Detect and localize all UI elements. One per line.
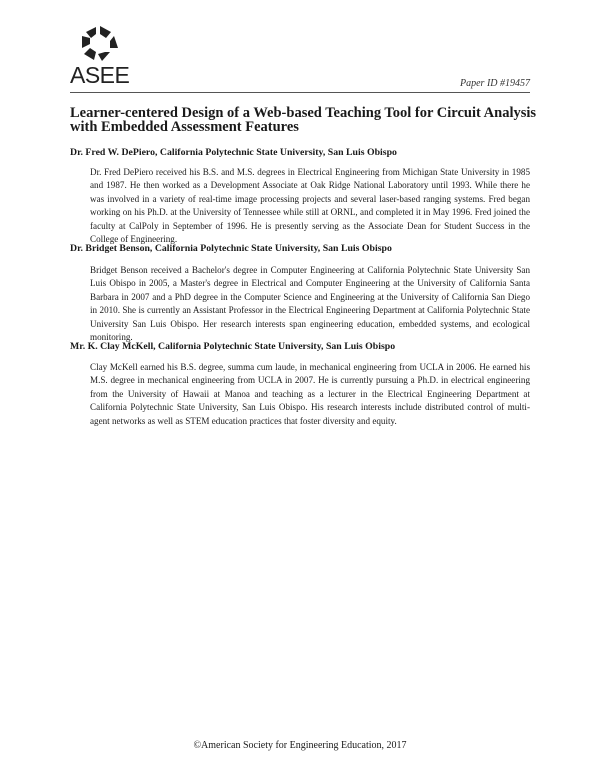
paper-title: Learner-centered Design of a Web-based Teaching Tool for Circuit Analysis with Embedded Assessment Features [70,105,537,135]
asee-emblem-icon [80,26,120,62]
logo-text: ASEE [70,62,130,88]
author-bio: Dr. Fred DePiero received his B.S. and M.S. degrees in Electrical Engineering from Michigan State University in 1985 and 1987. He then worked as a Development Associate at Oak Ridge National Laboratory until 1993. While there he was involved in a variety of real-time image processing projects and several laser-based ranging systems. Fred began working on his Ph.D. at the University of Tennessee while still at ORNL, and completed it in May 1996. Fred joined the faculty at CalPoly in September of 1996. He is presently serving as the Associate Dean for Student Success in the College of Engineering. [90,167,530,245]
copyright-footer: ©American Society for Engineering Education, 2017 [193,740,407,751]
author-bio: Clay McKell earned his B.S. degree, summa cum laude, in mechanical engineering from UCLA in 2006. He earned his M.S. degree in mechanical engineering from UCLA in 2007. He is currently pursuing a Ph.D. in electrical engineering from the University of Hawaii at Manoa and teaching as a lecturer in the Electrical Engineering Department at California Polytechnic State University, San Luis Obispo. His research interests include distributed control of multi-agent networks as well as STEM education practices that foster diversity and equity. [90,362,530,426]
author-name: Mr. K. Clay McKell, California Polytechnic State University, San Luis Obispo [70,341,396,352]
header-rule [70,92,530,93]
asee-logo [68,26,132,86]
author-name: Dr. Fred W. DePiero, California Polytechnic State University, San Luis Obispo [70,147,397,158]
author-name: Dr. Bridget Benson, California Polytechnic State University, San Luis Obispo [70,243,392,254]
author-bio: Bridget Benson received a Bachelor's degree in Computer Engineering at California Polytechnic State University San Luis Obispo in 2005, a Master's degree in Electrical and Computer Engineering at the University of California Santa Barbara in 2007 and a PhD degree in the Computer Science and Engineering at the University of California San Diego in 2010. She is currently an Assistant Professor in the Electrical Engineering Department at California Polytechnic State University San Luis Obispo. Her research interests span engineering education, embedded systems, and ecological monitoring. [90,265,530,343]
paper-id: Paper ID #19457 [460,78,530,89]
